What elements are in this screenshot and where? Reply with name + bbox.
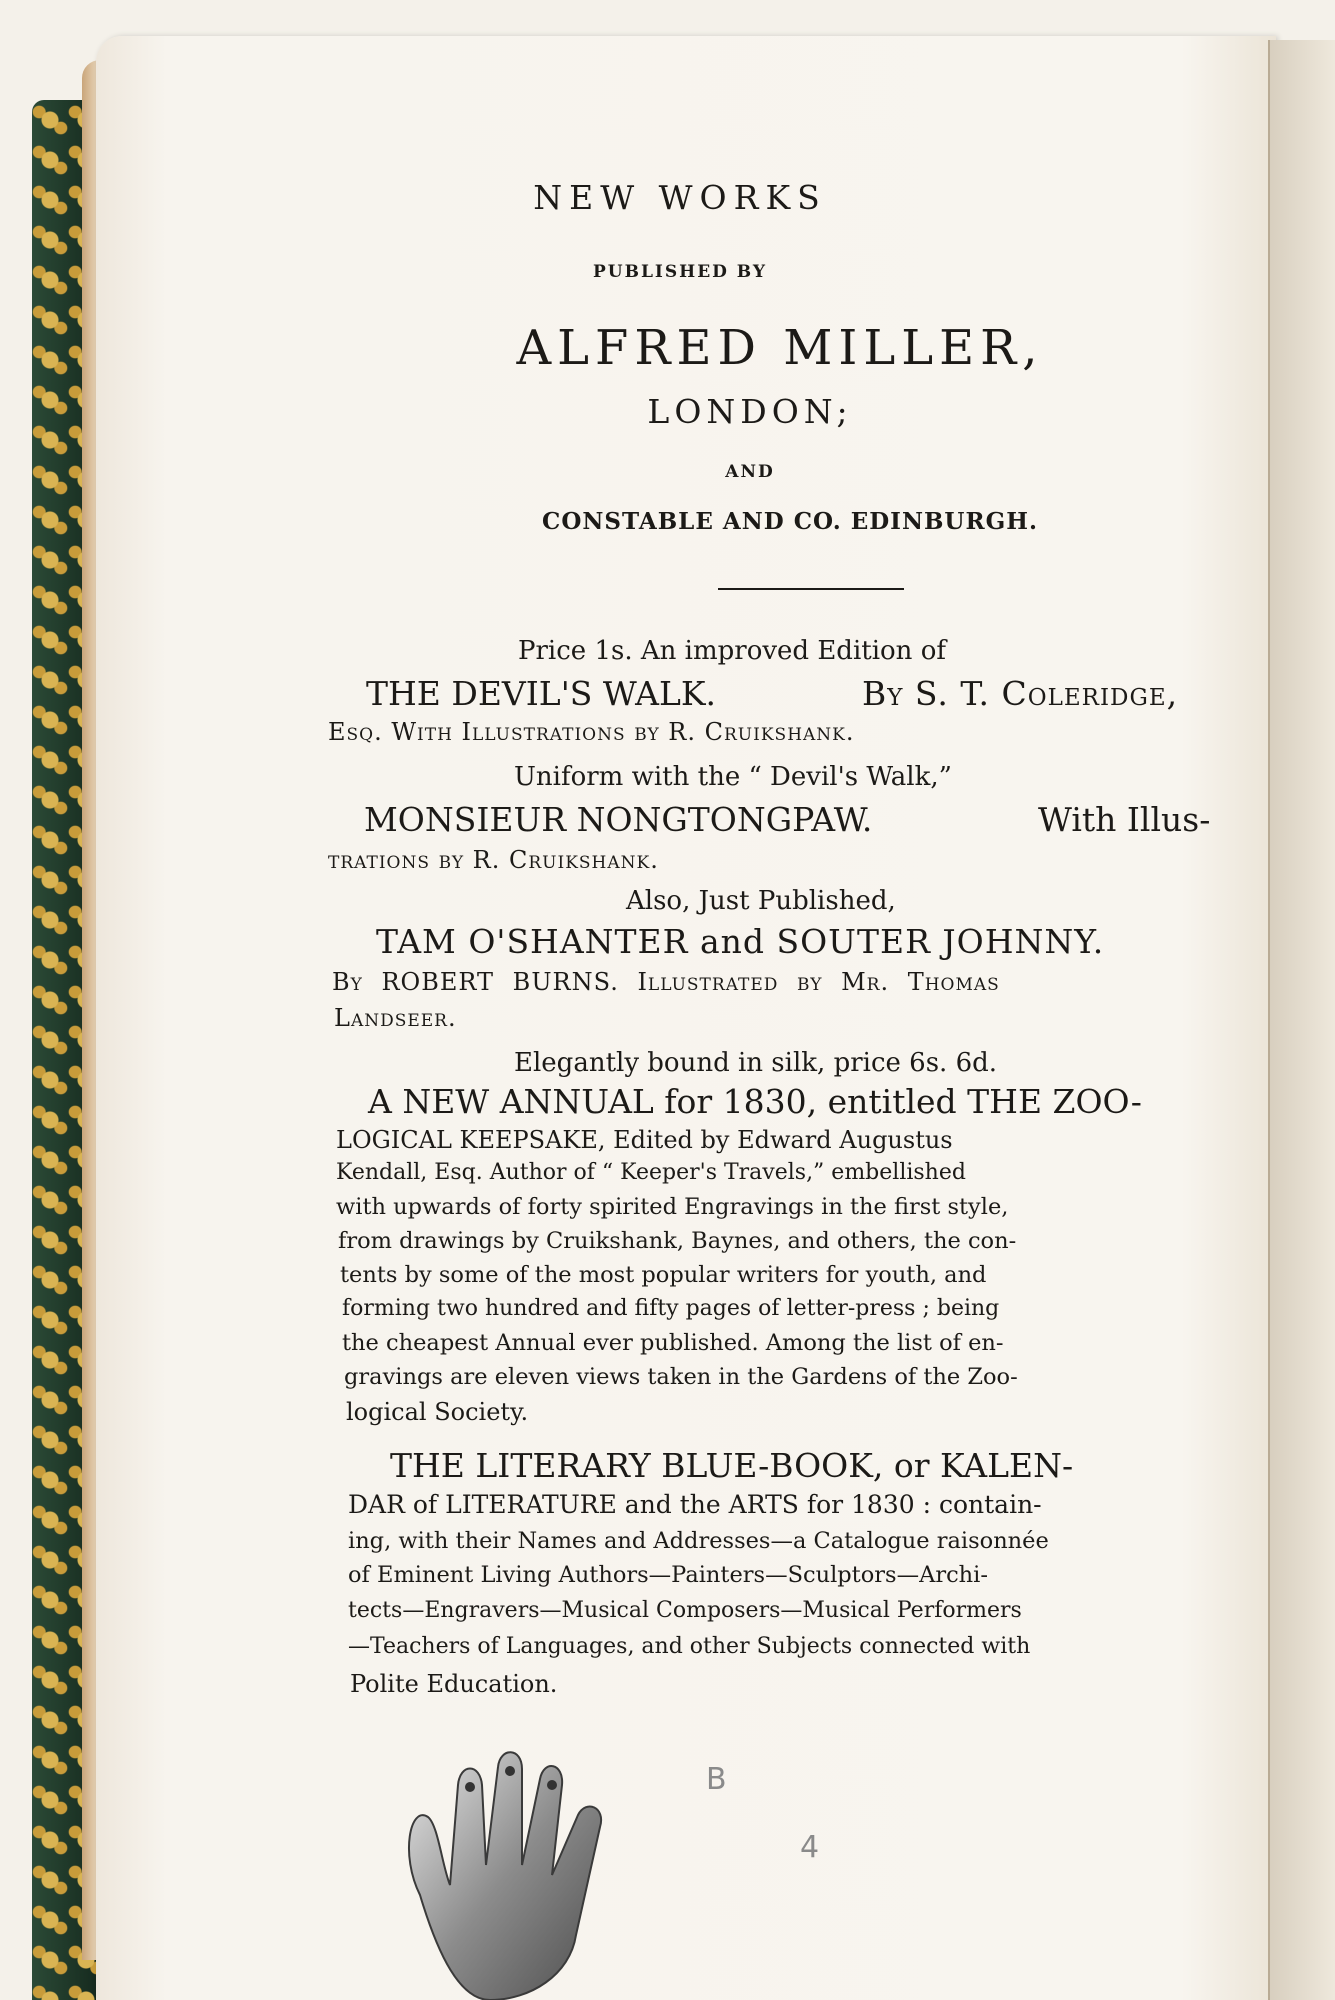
annual-title: A NEW ANNUAL for 1830, entitled THE ZOO-: [368, 1082, 1142, 1121]
devil-title: THE DEVIL'S WALK.: [366, 674, 717, 713]
monsieur-uniform-line: Uniform with the “ Devil's Walk,”: [514, 762, 952, 792]
bluebook-line-6: —Teachers of Languages, and other Subjects connected with: [348, 1634, 1031, 1659]
divider-rule: [718, 588, 904, 590]
annual-price-line: Elegantly bound in silk, price 6s. 6d.: [514, 1048, 998, 1078]
monsieur-illus: With Illus-: [1038, 800, 1211, 839]
devil-illustrator: Esq. With Illustrations by R. Cruikshank.: [328, 718, 855, 746]
tam-published-line: Also, Just Published,: [626, 886, 896, 916]
annual-line-4: Kendall, Esq. Author of “ Keeper's Travels,” embellished: [336, 1160, 966, 1185]
published-by: PUBLISHED BY: [592, 262, 768, 282]
hand-shape: [409, 1752, 601, 2000]
devil-author: By S. T. Coleridge,: [862, 674, 1179, 713]
annual-line-5: with upwards of forty spirited Engravings in the first style,: [336, 1194, 1009, 1220]
bluebook-line-4: of Eminent Living Authors—Painters—Sculptors—Archi-: [348, 1562, 988, 1588]
fingernail: [547, 1780, 557, 1790]
page-title: NEW WORKS: [533, 178, 827, 217]
annual-line-10: gravings are eleven views taken in the Gardens of the Zoo-: [344, 1364, 1018, 1390]
annual-line-6: from drawings by Cruikshank, Baynes, and others, the con-: [338, 1228, 1017, 1254]
and-label: AND: [725, 462, 775, 482]
publisher-name: ALFRED MILLER,: [516, 320, 1044, 376]
annual-line-3: LOGICAL KEEPSAKE, Edited by Edward Augustus: [336, 1126, 953, 1154]
annual-line-11: logical Society.: [346, 1398, 529, 1426]
fingernail: [465, 1782, 475, 1792]
publisher-city: LONDON;: [647, 392, 853, 431]
bluebook-line-3: ing, with their Names and Addresses—a Catalogue raisonnée: [348, 1528, 1049, 1554]
tam-title: TAM O'SHANTER and SOUTER JOHNNY.: [376, 922, 1105, 961]
annual-line-9: the cheapest Annual ever published. Among the list of en-: [342, 1330, 1004, 1356]
monsieur-illustrator: trations by R. Cruikshank.: [328, 846, 659, 874]
bluebook-line-2: DAR of LITERATURE and the ARTS for 1830 : contain-: [348, 1490, 1042, 1519]
silver-hand-page-holder: [380, 1745, 640, 2000]
annual-line-8: forming two hundred and fifty pages of letter-press ; being: [342, 1296, 1000, 1321]
co-publisher: CONSTABLE AND CO. EDINBURGH.: [542, 508, 1038, 535]
pencil-mark-4: 4: [800, 1830, 820, 1865]
monsieur-title: MONSIEUR NONGTONGPAW.: [364, 800, 873, 839]
annual-line-7: tents by some of the most popular writers for youth, and: [340, 1262, 987, 1288]
pencil-mark-b: B: [706, 1762, 727, 1797]
tam-author: By ROBERT BURNS. Illustrated by Mr. Thomas: [332, 968, 1000, 996]
fingernail: [505, 1766, 515, 1776]
bluebook-line-5: tects—Engravers—Musical Composers—Musical Performers: [348, 1598, 1022, 1623]
bluebook-title: THE LITERARY BLUE-BOOK, or KALEN-: [390, 1446, 1074, 1485]
devil-price-line: Price 1s. An improved Edition of: [518, 636, 946, 666]
bluebook-line-7: Polite Education.: [350, 1670, 558, 1698]
tam-illustrator: Landseer.: [334, 1004, 457, 1032]
